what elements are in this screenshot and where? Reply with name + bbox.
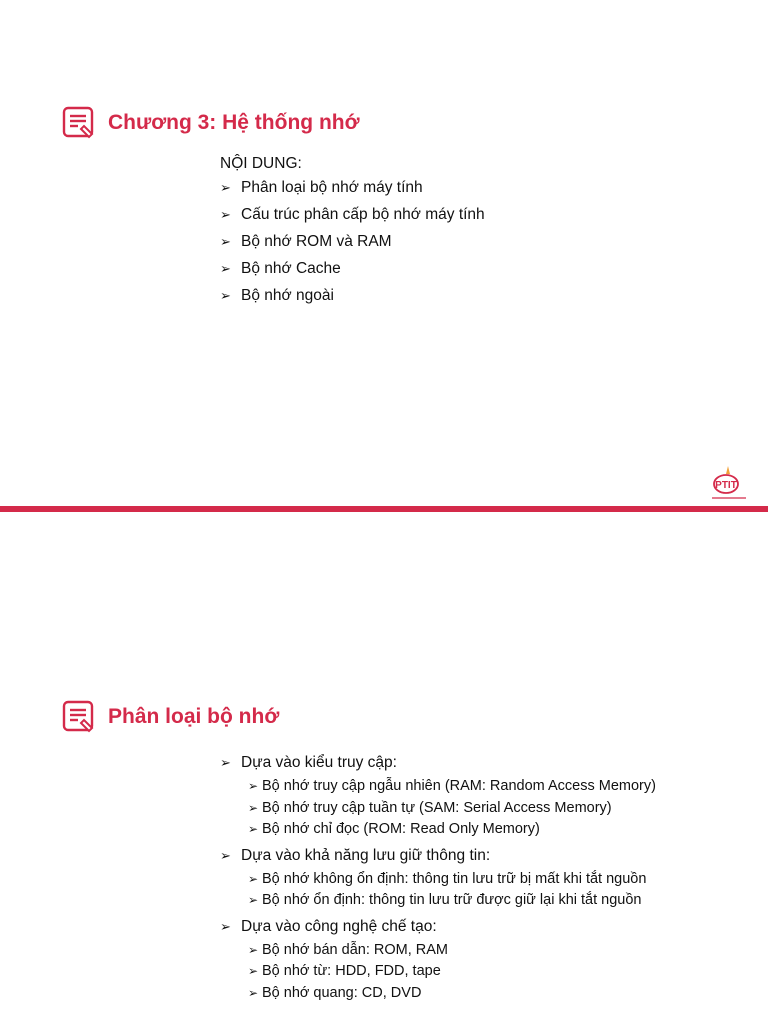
slide-1 [0, 0, 768, 508]
arrow-bullet-icon: ➢ [248, 822, 259, 836]
arrow-bullet-icon: ➢ [220, 288, 231, 303]
sub-item-text: Bộ nhớ quang: CD, DVD [262, 984, 422, 1001]
arrow-bullet-icon: ➢ [248, 964, 259, 978]
slide-1-content [220, 154, 485, 309]
arrow-bullet-icon: ➢ [220, 207, 231, 222]
slide-2-title: Phân loại bộ nhớ [108, 705, 280, 728]
classification-group [220, 843, 656, 912]
list-item [220, 282, 485, 309]
arrow-bullet-icon: ➢ [220, 234, 231, 249]
sub-item-text: Bộ nhớ không ổn định: thông tin lưu trữ bị mất khi tắt nguồn [262, 870, 647, 887]
sub-item-text: Bộ nhớ bán dẫn: ROM, RAM [262, 941, 449, 958]
classification-group [220, 750, 656, 841]
slide-1-header [62, 106, 360, 140]
slide-2-header [62, 700, 279, 734]
slide-2 [0, 512, 768, 1024]
arrow-bullet-icon: ➢ [248, 985, 259, 1000]
list-item [220, 174, 485, 201]
arrow-bullet-icon: ➢ [248, 942, 259, 957]
list-item-text: Phân loại bộ nhớ máy tính [241, 179, 423, 196]
group-heading [220, 750, 656, 776]
arrow-bullet-icon: ➢ [220, 755, 231, 770]
sub-item [220, 983, 656, 1005]
sub-item [220, 890, 656, 912]
group-heading-text: Dựa vào khả năng lưu giữ thông tin: [241, 846, 491, 864]
arrow-bullet-icon: ➢ [248, 893, 259, 907]
list-item-text: Bộ nhớ Cache [241, 260, 341, 277]
sub-item [220, 819, 656, 841]
sub-item [220, 961, 656, 983]
group-heading [220, 843, 656, 869]
slide-2-content [220, 750, 656, 1006]
sub-item-text: Bộ nhớ từ: HDD, FDD, tape [262, 963, 441, 979]
arrow-bullet-icon: ➢ [220, 918, 231, 934]
logo-text: PTIT [715, 480, 737, 491]
arrow-bullet-icon: ➢ [220, 847, 231, 863]
document-list-icon [62, 700, 96, 734]
group-heading [220, 914, 656, 940]
group-heading-text: Dựa vào kiểu truy cập: [241, 754, 397, 771]
sub-item [220, 798, 656, 820]
arrow-bullet-icon: ➢ [248, 871, 259, 886]
arrow-bullet-icon: ➢ [248, 779, 259, 793]
sub-item-text: Bộ nhớ chỉ đọc (ROM: Read Only Memory) [262, 821, 540, 837]
sub-item [220, 869, 656, 891]
slide-1-title: Chương 3: Hệ thống nhớ [108, 111, 360, 134]
ptit-logo [708, 462, 748, 502]
group-heading-text: Dựa vào công nghệ chế tạo: [241, 917, 437, 935]
sub-item-text: Bộ nhớ truy cập tuần tự (SAM: Serial Access Memory) [262, 799, 612, 816]
arrow-bullet-icon: ➢ [220, 180, 231, 195]
arrow-bullet-icon: ➢ [248, 800, 259, 815]
sub-item [220, 940, 656, 962]
sub-item-text: Bộ nhớ truy cập ngẫu nhiên (RAM: Random Access Memory) [262, 778, 656, 794]
arrow-bullet-icon: ➢ [220, 261, 231, 276]
list-item [220, 201, 485, 228]
list-item-text: Bộ nhớ ROM và RAM [241, 233, 392, 250]
list-item-text: Bộ nhớ ngoài [241, 287, 334, 304]
content-label: NỘI DUNG: [220, 155, 302, 172]
list-item [220, 255, 485, 282]
document-list-icon [62, 106, 96, 140]
list-item-text: Cấu trúc phân cấp bộ nhớ máy tính [241, 206, 485, 223]
sub-item [220, 776, 656, 798]
sub-item-text: Bộ nhớ ổn định: thông tin lưu trữ được giữ lại khi tắt nguồn [262, 892, 642, 908]
list-item [220, 228, 485, 255]
classification-group [220, 914, 656, 1005]
